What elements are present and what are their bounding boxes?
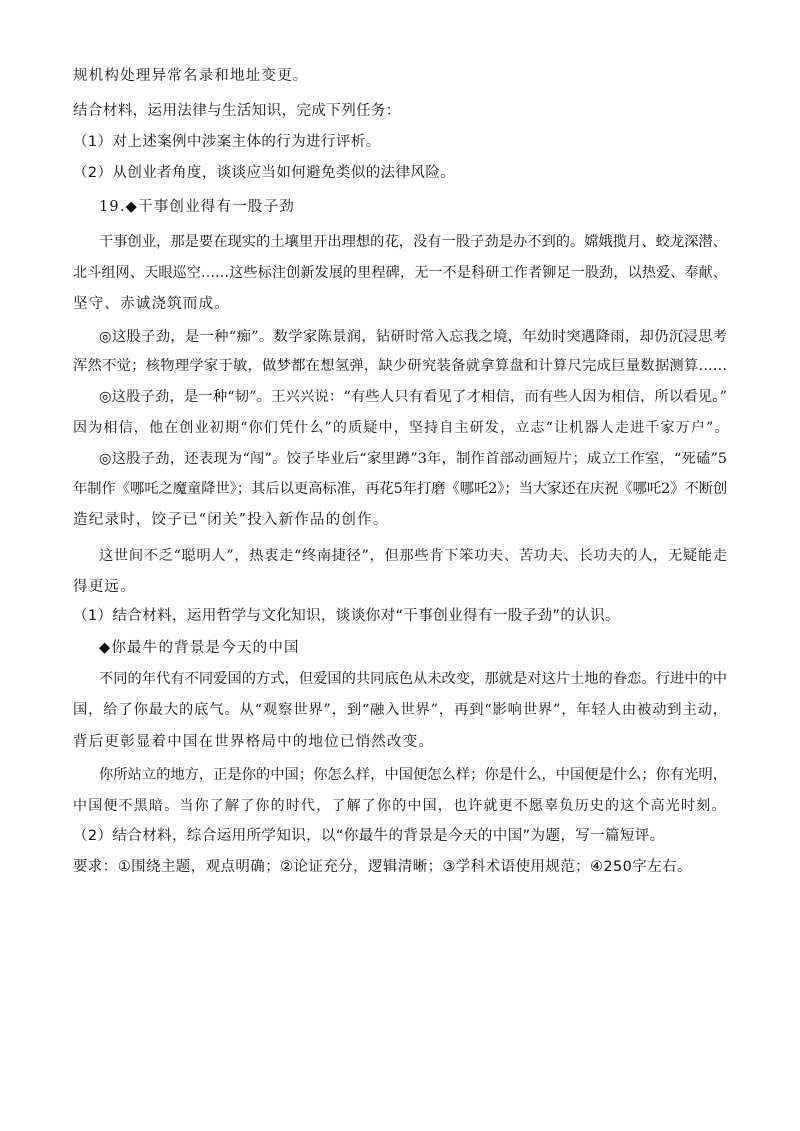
paragraph-line: ◎这股子劲，是一种“痴”。数学家陈景润，钻研时常入忘我之境，年幼时突遇降雨，却仍沉浸思考 — [99, 329, 727, 345]
task-1: （1）对上述案例中涉案主体的行为进行评析。 — [73, 134, 381, 150]
paragraph-line: ◎这股子劲，还表现为“闯”。饺子毕业后“家里蹲”3年，制作首部动画短片；成立工作室，“死磕”5 — [99, 451, 727, 467]
sub-question-2: （2）结合材料，综合运用所学知识，以“你最牛的背景是今天的中国”为题，写一篇短评。 — [73, 828, 665, 844]
paragraph-line: 因为相信，他在创业初期“你们凭什么”的质疑中，坚持自主研发，立志“让机器人走进千家万户”。 — [73, 420, 730, 436]
paragraph-line: 得更远。 — [73, 579, 136, 595]
instruction-line: 结合材料，运用法律与生活知识，完成下列任务： — [73, 103, 401, 119]
paragraph-line: 浑然不觉；核物理学家于敏，做梦都在想氢弹，缺少研究装备就拿算盘和计算尺完成巨量数据测算…… — [73, 358, 727, 374]
requirements-line: 要求：①围绕主题，观点明确；②论证充分，逻辑清晰；③学科术语使用规范；④250字左右。 — [73, 859, 692, 875]
task-2: （2）从创业者角度，谈谈应当如何避免类似的法律风险。 — [73, 165, 456, 181]
paragraph-line: 年制作《哪吒之魔童降世》；其后以更高标准，再花5年打磨《哪吒2》；当大家还在庆祝《哪吒2》不断创 — [73, 481, 728, 497]
paragraph-line: 这世间不乏“聪明人”，热衷走“终南捷径”，但那些肯下笨功夫、苦功夫、长功夫的人，无疑能走 — [99, 548, 727, 564]
paragraph-line: 国，给了你最大的底气。从“观察世界”，到“融入世界”，再到“影响世界”，年轻人由被动到主动， — [73, 702, 727, 718]
section-title: ◆你最牛的背景是今天的中国 — [99, 640, 300, 656]
paragraph-line: ◎这股子劲，是一种“韧”。王兴兴说：“有些人只有看见了才相信，而有些人因为相信，所以看见。” — [99, 389, 727, 405]
sub-question-1: （1）结合材料，运用哲学与文化知识，谈谈你对“干事创业得有一股子劲”的认识。 — [73, 608, 620, 624]
paragraph-line: 干事创业，那是要在现实的土壤里开出理想的花，没有一股子劲是办不到的。嫦娥揽月、蛟龙深潜、 — [99, 234, 727, 250]
paragraph-line: 造纪录时，饺子已“闭关”投入新作品的创作。 — [73, 512, 389, 528]
paragraph-line: 背后更彰显着中国在世界格局中的地位已悄然改变。 — [73, 734, 435, 750]
paragraph-line: 北斗组网、天眼巡空……这些标注创新发展的里程碑，无一不是科研工作者铆足一股劲，以热爱、奉献、 — [73, 265, 727, 281]
text-line: 规机构处理异常名录和地址变更。 — [73, 68, 309, 84]
paragraph-line: 不同的年代有不同爱国的方式，但爱国的共同底色从未改变，那就是对这片土地的眷恋。行进中的中 — [99, 671, 727, 687]
question-19-title: 19.◆干事创业得有一股子劲 — [99, 199, 296, 215]
paragraph-line: 中国便不黑暗。当你了解了你的时代，了解了你的中国，也许就更不愿辜负历史的这个高光时刻。 — [73, 798, 727, 814]
paragraph-line: 你所站立的地方，正是你的中国；你怎么样，中国便怎么样；你是什么，中国便是什么；你有光明， — [99, 767, 727, 783]
paragraph-line: 坚守、赤诚浇筑而成。 — [73, 296, 230, 312]
